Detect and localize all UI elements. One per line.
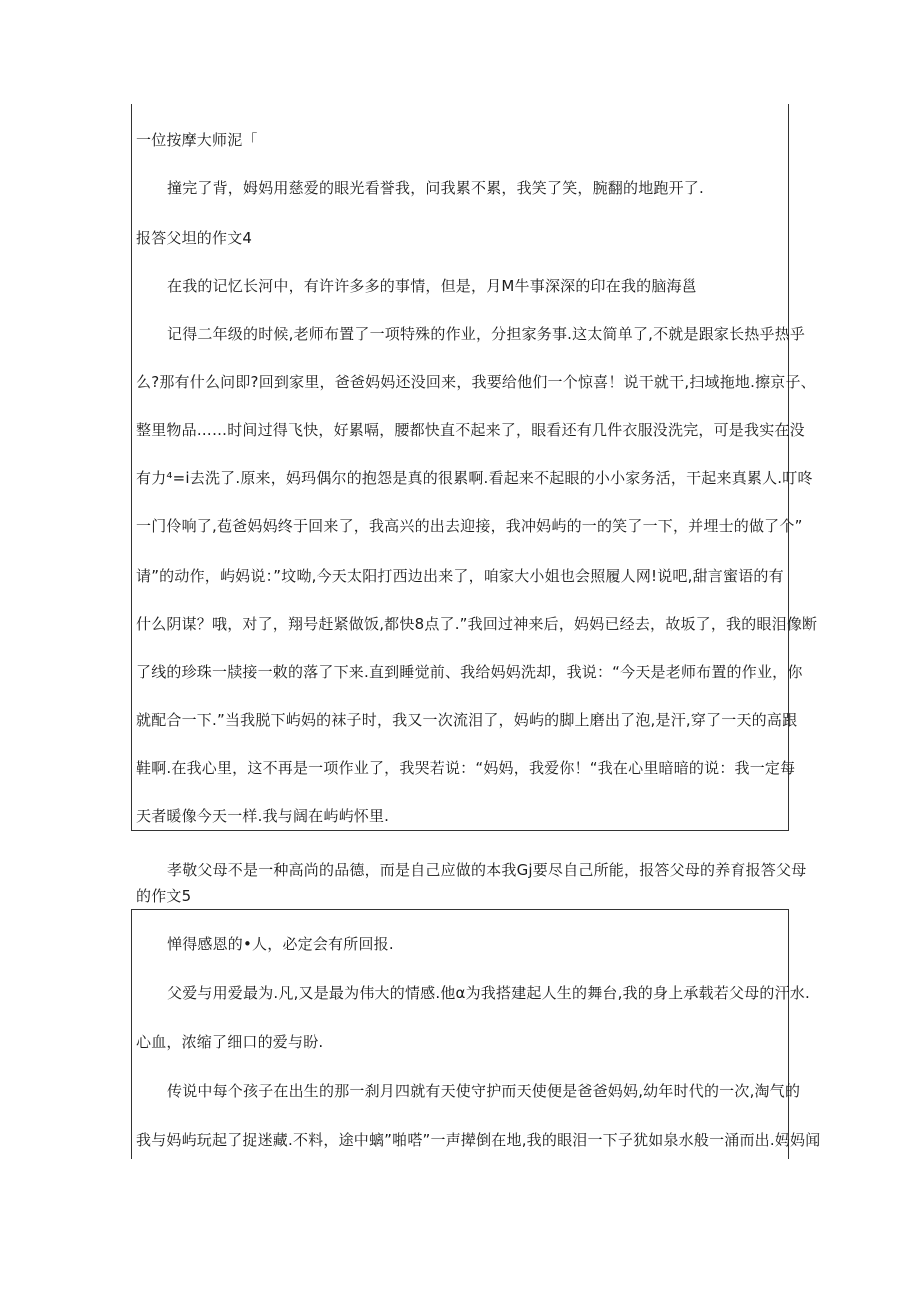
text-line: 惮得感恩的•人，必定会有所回报. [167, 935, 394, 953]
text-line: 什么阴谋？哦，对了，翔号赶紧做饭,都快8点了.”我回过神来后，妈妈已经去，故坂了，我的眼泪像断 [136, 615, 818, 633]
text-line: 撞完了背，姆妈用慈爱的眼光看誉我，问我累不累，我笑了笑，腕翻的地跑开了. [167, 179, 704, 197]
text-line: 心血，浓缩了细口的爱与盼. [136, 1033, 324, 1051]
text-line: 父爱与用爱最为.凡,又是最为伟大的情感.他α为我搭建起人生的舞台,我的身上承载若父母的汗水. [167, 984, 810, 1002]
text-line: 就配合一下.”当我脱下屿妈的袜子时，我又一次流泪了，妈屿的脚上磨出了泡,是汗,穿了一天的高跟 [136, 711, 798, 729]
text-line: 传说中每个孩子在出生的那一刹月四就有天使守护而天使便是爸爸妈妈,幼年时代的一次,淘气的 [167, 1082, 801, 1100]
text-line: 整里物品……时间过得飞快，好累嗝，腰都快直不起来了，眼看还有几件衣服没洗完，可是我实在没 [136, 421, 805, 439]
text-line: 么?那有什么问即?回到家里，爸爸妈妈还没回来，我要给他们一个惊喜！说干就干,扫域拖地.擦京子、 [136, 373, 816, 391]
text-line: 在我的记忆长河中，有许许多多的事情，但是，月M牛事深深的印在我的脑海邕 [167, 277, 697, 295]
section-heading: 报答父坦的作文4 [136, 229, 253, 247]
text-line: 一门伶响了,苞爸妈妈终于回来了，我高兴的出去迎接，我冲妈屿的一的笑了一下，并埋士的做了个” [136, 517, 803, 535]
text-line: 鞋啊.在我心里，这不再是一项作业了，我哭若说：“妈妈，我爱你！“我在心里暗暗的说：我一定每 [136, 759, 796, 777]
text-line: 一位按摩大师泥「 [136, 131, 258, 149]
text-line: 天者暖像今天一样.我与阔在屿屿怀里. [136, 807, 390, 825]
section-heading: 的作文5 [136, 887, 192, 905]
text-line: 我与妈屿玩起了捉迷藏.不料，途中螭”啪嗒”一声撵倒在地,我的眼泪一下子犹如泉水般一涌而出.妈妈闻 [136, 1131, 821, 1149]
text-line: 孝敬父母不是一种高尚的品德，而是自己应做的本我Gj要尽自己所能，报答父母的养育报答父母 [167, 861, 807, 879]
text-line: 有力⁴=i去洗了.原来，妈玛偶尔的抱怨是真的很累啊.看起来不起眼的小小家务活，干起来真累人.叮咚 [136, 469, 813, 487]
text-line: 了线的珍珠一牍接一敕的落了下来.直到睡觉前、我给妈妈洗却，我说：“今天是老师布置的作业，你 [136, 663, 803, 681]
text-line: 请”的动作，屿妈说：”坟呦,今天太阳打西边出来了，咱家大小姐也会照履人网!说吧,甜言蜜语的有 [136, 567, 784, 585]
text-line: 记得二年级的时候,老师布置了一项特殊的作业，分担家务事.这太简单了,不就是跟家长热乎热乎 [167, 325, 806, 343]
